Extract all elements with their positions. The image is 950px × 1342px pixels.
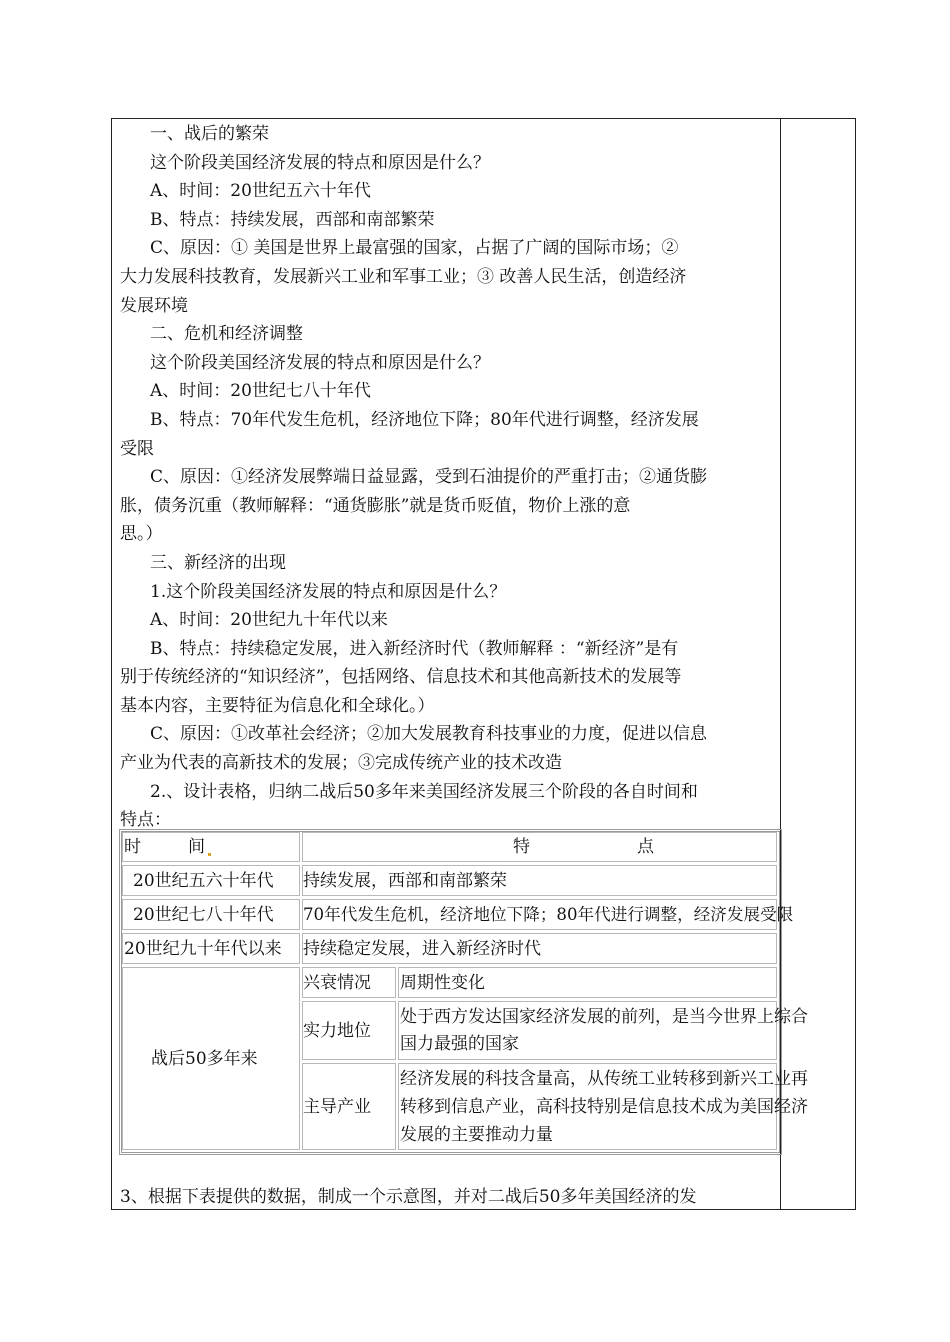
sub3-value-line1: 经济发展的科技含量高，从传统工业转移到新兴工业再 <box>400 1069 808 1089</box>
section3-feature-line1: B、特点：持续稳定发展，进入新经济时代（教师解释 ：“新经济”是有 <box>150 638 679 659</box>
section2-question: 这个阶段美国经济发展的特点和原因是什么？ <box>150 352 490 373</box>
row3-time: 20世纪九十年代以来 <box>124 939 282 959</box>
row2-feature: 70年代发生危机，经济地位下降；80年代进行调整，经济发展受限 <box>303 905 794 924</box>
section1-feature: B、特点：持续发展，西部和南部繁荣 <box>150 209 435 230</box>
row1-feature: 持续发展，西部和南部繁荣 <box>303 871 507 891</box>
row2-time: 20世纪七八十年代 <box>133 905 274 925</box>
section3-reason-line1: C、原因：①改革社会经济；②加大发展教育科技事业的力度，促进以信息 <box>150 724 708 745</box>
sub3-value-line3: 发展的主要推动力量 <box>400 1125 553 1145</box>
question3-line: 3、根据下表提供的数据，制成一个示意图，并对二战后50多年美国经济的发 <box>120 1187 697 1207</box>
sub3-value-line2: 转移到信息产业，高科技特别是信息技术成为美国经济 <box>400 1097 808 1117</box>
header-feature-cell <box>302 832 777 862</box>
row1-time: 20世纪五六十年代 <box>133 871 274 891</box>
question2-line1: 2.、设计表格，归纳二战后50多年来美国经济发展三个阶段的各自时间和 <box>150 781 698 802</box>
sub1-label: 兴衰情况 <box>303 973 371 993</box>
section2-reason-line2: 胀，债务沉重（教师解释：“通货膨胀”就是货币贬值，物价上涨的意 <box>120 495 631 516</box>
section2-reason-line3: 思。） <box>120 524 163 545</box>
section1-reason-line2: 大力发展科技教育，发展新兴工业和军事工业；③ 改善人民生活，创造经济 <box>120 266 687 287</box>
row3-feature: 持续稳定发展，进入新经济时代 <box>303 939 541 959</box>
lesson-content <box>120 120 770 835</box>
sub2-value-line1: 处于西方发达国家经济发展的前列，是当今世界上综合 <box>400 1007 808 1027</box>
section3-question: 1.这个阶段美国经济发展的特点和原因是什么？ <box>150 581 507 602</box>
section1-title: 一、战后的繁荣 <box>150 124 269 144</box>
header-feature-char1: 特 <box>513 837 530 857</box>
section3-reason-line2: 产业为代表的高新技术的发展；③完成传统产业的技术改造 <box>120 753 562 774</box>
section1-reason-line1: C、原因：① 美国是世界上最富强的国家，占据了广阔的国际市场；② <box>150 238 679 259</box>
question2-line2: 特点： <box>120 810 171 831</box>
section3-feature-line3: 基本内容，主要特征为信息化和全球化。） <box>120 695 435 716</box>
sub1-value: 周期性变化 <box>400 973 485 993</box>
sub2-value-line2: 国力最强的国家 <box>400 1034 519 1054</box>
header-time-cell <box>122 832 300 862</box>
section3-feature-line2: 别于传统经济的“知识经济”，包括网络、信息技术和其他高新技术的发展等 <box>120 667 682 688</box>
header-time-char2: 间 <box>188 837 205 857</box>
group-label: 战后50多年来 <box>151 1049 258 1069</box>
section2-feature-line1: B、特点：70年代发生危机，经济地位下降；80年代进行调整，经济发展 <box>150 409 699 430</box>
sub3-label: 主导产业 <box>303 1097 371 1117</box>
header-time-char1: 时 <box>124 837 141 857</box>
section2-feature-line2: 受限 <box>120 438 154 459</box>
section3-time: A、时间：20世纪九十年代以来 <box>150 610 388 631</box>
section2-title: 二、危机和经济调整 <box>150 324 303 345</box>
section2-reason-line1: C、原因：①经济发展弊端日益显露，受到石油提价的严重打击；②通货膨 <box>150 467 708 488</box>
section3-title: 三、新经济的出现 <box>150 552 286 573</box>
header-feature-char2: 点 <box>637 837 654 857</box>
section1-reason-line3: 发展环境 <box>120 295 188 316</box>
section1-question: 这个阶段美国经济发展的特点和原因是什么？ <box>150 152 490 173</box>
sub2-label: 实力地位 <box>303 1021 371 1041</box>
section1-time: A、时间：20世纪五六十年代 <box>150 181 371 202</box>
section2-time: A、时间：20世纪七八十年代 <box>150 381 371 402</box>
marker <box>208 853 211 856</box>
